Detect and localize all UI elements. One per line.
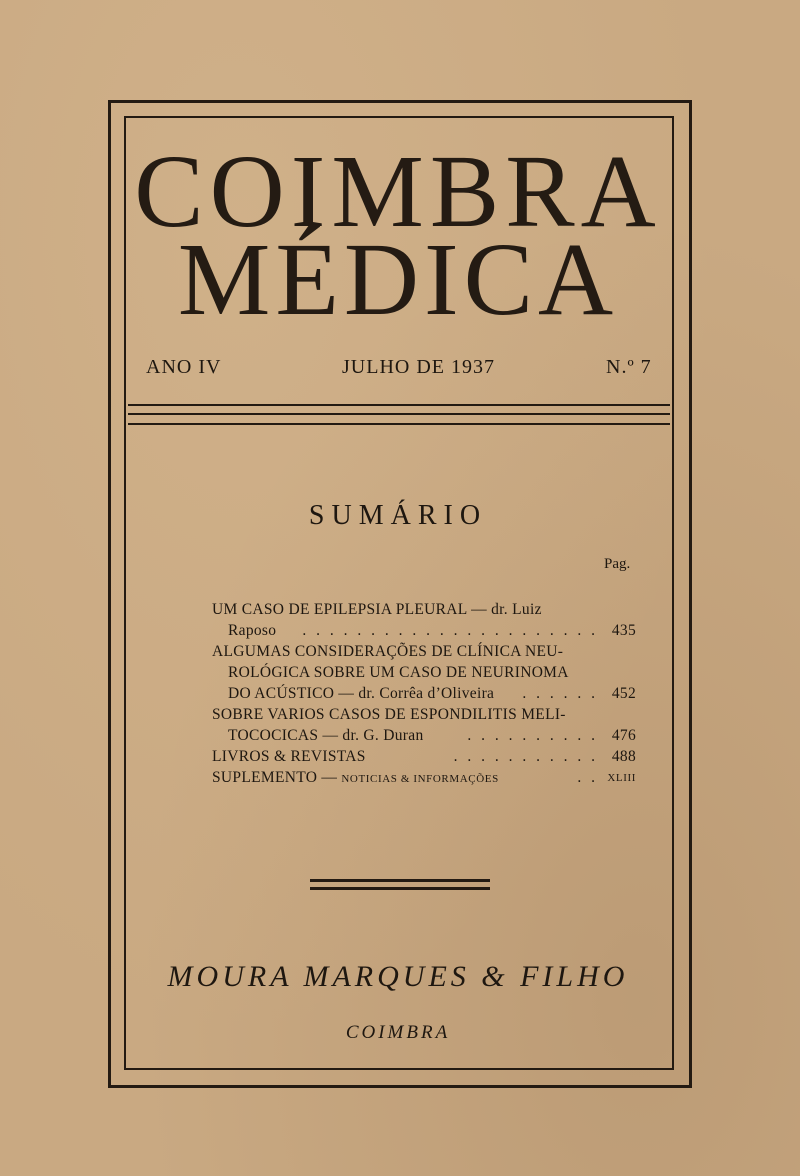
toc-entry-text: SOBRE VARIOS CASOS DE ESPONDILITIS MELI- (212, 706, 566, 723)
dot-leader: . . . . . . . . . . . (453, 748, 598, 765)
header-rule-2 (128, 413, 670, 415)
dot-leader: . . . . . . . . . . . . . . . . . . . . . . (302, 622, 598, 639)
toc-entry-text: ROLÓGICA SOBRE UM CASO DE NEURINOMA (228, 664, 569, 681)
toc-entry-text: TOCOCICAS — dr. G. Duran (228, 727, 424, 744)
header-rule-3 (128, 423, 670, 425)
toc-entry-small-caps: NOTICIAS & INFORMAÇÕES (341, 773, 499, 785)
toc-page-number: 488 (611, 748, 636, 765)
toc-page-number: 435 (611, 622, 636, 639)
header-rule-1 (128, 404, 670, 406)
publisher-name: MOURA MARQUES & FILHO (167, 960, 629, 993)
toc-entry-neurinoma-line-2 (212, 663, 638, 683)
ornament-rule-bottom (310, 887, 490, 890)
toc-page-number: 476 (611, 727, 636, 744)
issue-date: JULHO DE 1937 (342, 356, 495, 378)
issue-number: N.º 7 (606, 356, 652, 378)
toc-entry-neurinoma-line-1 (212, 642, 638, 662)
toc-entry-espondilitis-line-2 (212, 726, 638, 746)
journal-title-line-1: COIMBRA (134, 134, 662, 249)
toc-entry-text: DO ACÚSTICO — dr. Corrêa d’Oliveira (228, 685, 495, 702)
toc-entry-text: UM CASO DE EPILEPSIA PLEURAL — dr. Luiz (212, 601, 542, 618)
page-column-header: Pag. (604, 556, 631, 572)
toc-entry-text (212, 768, 499, 789)
journal-title-line-2: MÉDICA (177, 222, 619, 337)
dot-leader: . . . . . . (522, 685, 598, 702)
toc-entry-espondilitis-line-1 (212, 705, 638, 725)
toc-entry-main: SUPLEMENTO — (212, 769, 342, 786)
dot-leader: . . (577, 769, 598, 786)
publisher-city: COIMBRA (345, 1022, 451, 1043)
toc-entry-neurinoma-line-3 (212, 684, 638, 704)
toc-entry-livros (212, 747, 638, 767)
toc-page-number: XLIII (607, 772, 636, 784)
toc-entry-text: Raposo (228, 622, 277, 639)
summary-heading: SUMÁRIO (308, 500, 488, 531)
ornament-rule-top (310, 879, 490, 882)
volume-year: ANO IV (146, 356, 222, 378)
toc-entry-text: ALGUMAS CONSIDERAÇÕES DE CLÍNICA NEU- (212, 643, 564, 660)
toc-entry-epilepsia-line-1 (212, 600, 638, 620)
toc-entry-text: LIVROS & REVISTAS (212, 748, 366, 765)
toc-entry-epilepsia-line-2 (212, 621, 638, 641)
toc-page-number: 452 (611, 685, 636, 702)
dot-leader: . . . . . . . . . . (467, 727, 598, 744)
toc-entry-suplemento (212, 768, 638, 788)
